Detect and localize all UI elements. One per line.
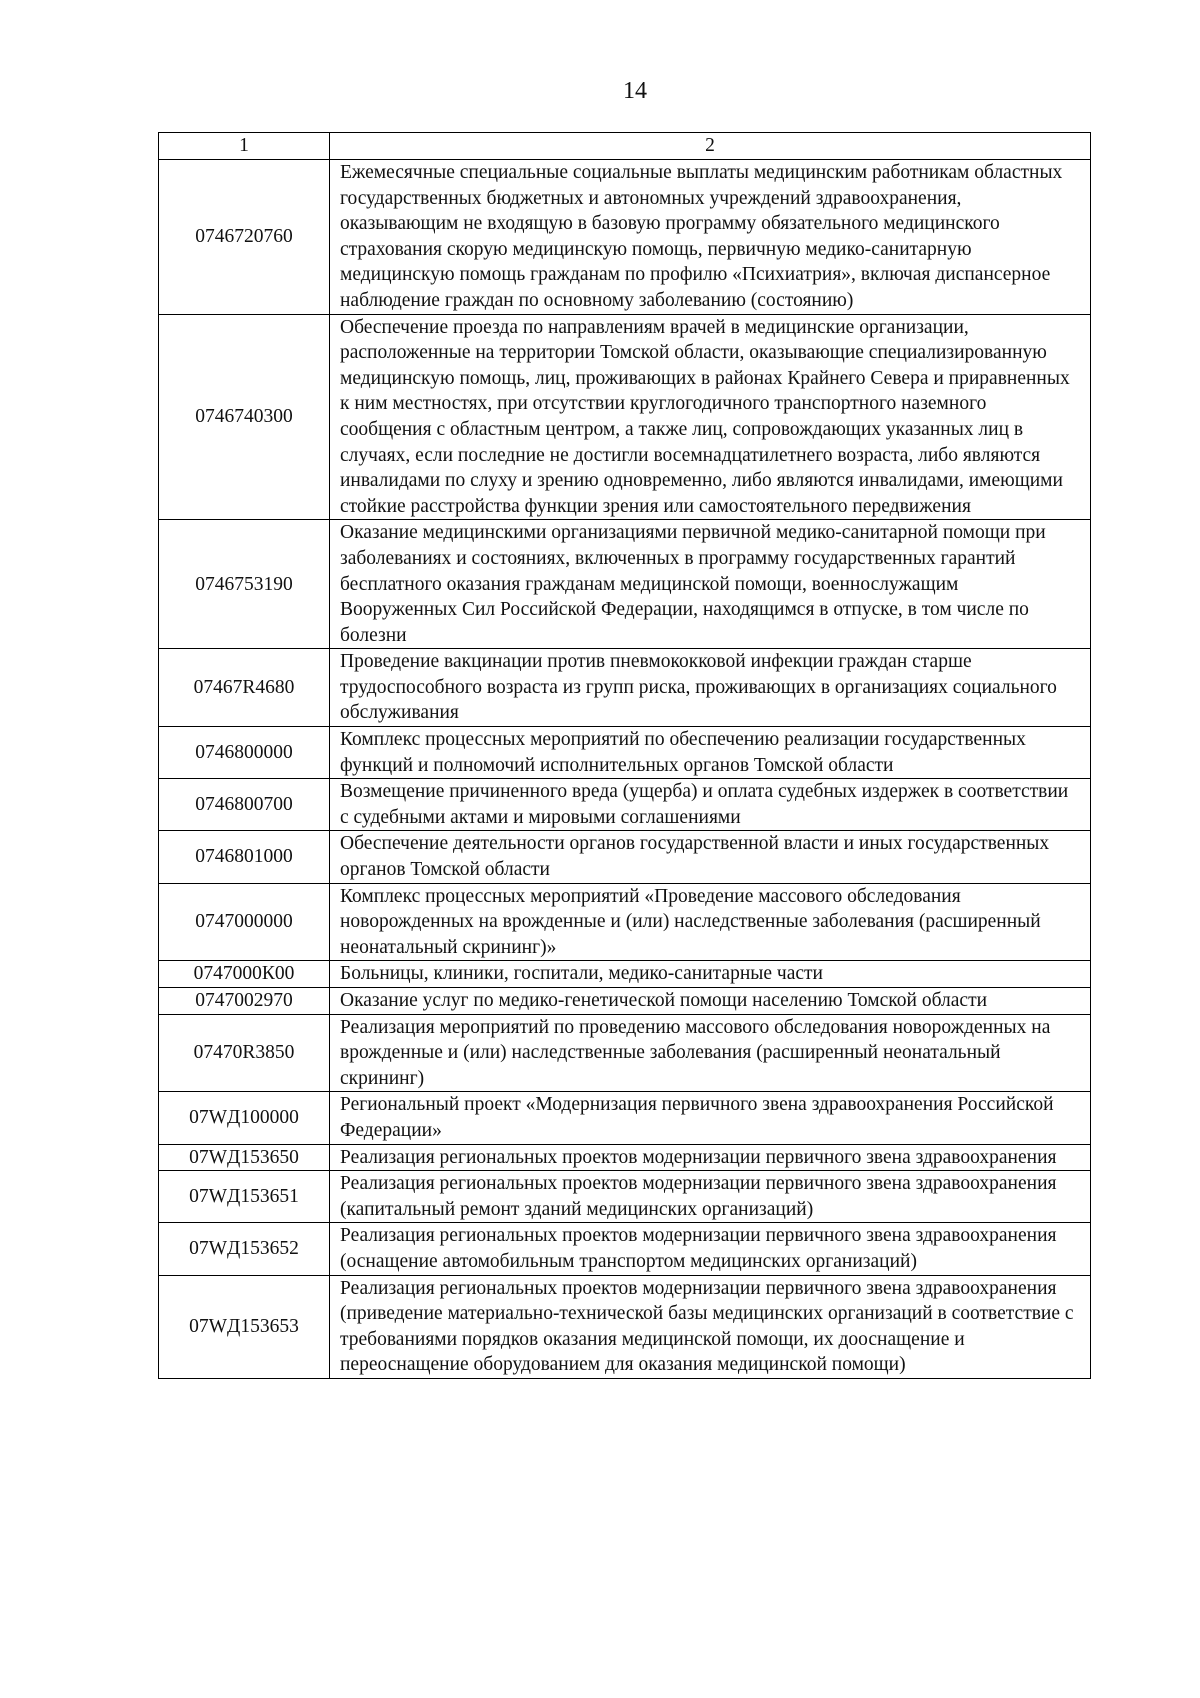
budget-code-cell: 0746801000 xyxy=(159,831,330,883)
description-cell: Возмещение причиненного вреда (ущерба) и оплата судебных издержек в соответствии с судебными актами и мировыми соглашениями xyxy=(330,779,1091,831)
budget-code-cell: 0746740300 xyxy=(159,314,330,520)
budget-code-cell: 0747002970 xyxy=(159,988,330,1015)
table-row xyxy=(159,727,1091,779)
description-cell: Обеспечение проезда по направлениям врачей в медицинские организации, расположенные на территории Томской области, оказывающие специализированную медицинскую помощь, лиц, проживающих в районах Крайнего Севера и приравненных к ним местностях, при отсутствии круглогодичного транспортного наземного сообщения с областным центром, а также лиц, сопровождающих указанных лиц в случаях, если последние не достигли восемнадцатилетнего возраста, либо являются инвалидами по слуху и зрению одновременно, либо являются инвалидами, имеющими стойкие расстройства функции зрения или самостоятельного передвижения xyxy=(330,314,1091,520)
table-row xyxy=(159,831,1091,883)
description-cell: Реализация региональных проектов модернизации первичного звена здравоохранения (оснащение автомобильным транспортом медицинских организаций) xyxy=(330,1223,1091,1275)
column-header-1: 1 xyxy=(159,133,330,160)
budget-code-cell: 07470R3850 xyxy=(159,1014,330,1092)
description-cell: Реализация региональных проектов модернизации первичного звена здравоохранения (капитальный ремонт зданий медицинских организаций) xyxy=(330,1171,1091,1223)
table-row xyxy=(159,1223,1091,1275)
table-row xyxy=(159,1144,1091,1171)
description-cell: Реализация региональных проектов модернизации первичного звена здравоохранения (приведение материально-технической базы медицинских организаций в соответствие с требованиями порядков оказания медицинской помощи, их дооснащение и переоснащение оборудованием для оказания медицинской помощи) xyxy=(330,1275,1091,1378)
budget-code-table xyxy=(158,132,1091,1379)
budget-code-cell: 0746800000 xyxy=(159,727,330,779)
description-cell: Больницы, клиники, госпитали, медико-санитарные части xyxy=(330,961,1091,988)
description-cell: Региональный проект «Модернизация первичного звена здравоохранения Российской Федерации» xyxy=(330,1092,1091,1144)
budget-code-cell: 07467R4680 xyxy=(159,649,330,727)
table-row xyxy=(159,649,1091,727)
table-row xyxy=(159,160,1091,315)
budget-code-cell: 0747000000 xyxy=(159,883,330,961)
description-cell: Оказание медицинскими организациями первичной медико-санитарной помощи при заболеваниях и состояниях, включенных в программу государственных гарантий бесплатного оказания гражданам медицинской помощи, военнослужащим Вооруженных Сил Российской Федерации, находящимся в отпуске, в том числе по болезни xyxy=(330,520,1091,649)
column-header-2: 2 xyxy=(330,133,1091,160)
budget-code-cell: 07WД100000 xyxy=(159,1092,330,1144)
budget-code-cell: 07WД153651 xyxy=(159,1171,330,1223)
description-cell: Проведение вакцинации против пневмококковой инфекции граждан старше трудоспособного возраста из групп риска, проживающих в организациях социального обслуживания xyxy=(330,649,1091,727)
table-row xyxy=(159,1014,1091,1092)
description-cell: Оказание услуг по медико-генетической помощи населению Томской области xyxy=(330,988,1091,1015)
description-cell: Ежемесячные специальные социальные выплаты медицинским работникам областных государственных бюджетных и автономных учреждений здравоохранения, оказывающим не входящую в базовую программу обязательного медицинского страхования скорую медицинскую помощь, первичную медико-санитарную медицинскую помощь гражданам по профилю «Психиатрия», включая диспансерное наблюдение граждан по основному заболеванию (состоянию) xyxy=(330,160,1091,315)
table-row xyxy=(159,883,1091,961)
page-number: 14 xyxy=(623,78,647,104)
table-row xyxy=(159,779,1091,831)
table-row xyxy=(159,520,1091,649)
table-row xyxy=(159,1092,1091,1144)
description-cell: Комплекс процессных мероприятий по обеспечению реализации государственных функций и полномочий исполнительных органов Томской области xyxy=(330,727,1091,779)
description-cell: Комплекс процессных мероприятий «Проведение массового обследования новорожденных на врожденные и (или) наследственные заболевания (расширенный неонатальный скрининг)» xyxy=(330,883,1091,961)
table-row xyxy=(159,1275,1091,1378)
table-row xyxy=(159,988,1091,1015)
table-row xyxy=(159,1171,1091,1223)
budget-code-cell: 07WД153652 xyxy=(159,1223,330,1275)
table-row xyxy=(159,314,1091,520)
budget-code-cell: 0747000К00 xyxy=(159,961,330,988)
budget-code-cell: 0746720760 xyxy=(159,160,330,315)
description-cell: Обеспечение деятельности органов государственной власти и иных государственных органов Томской области xyxy=(330,831,1091,883)
table-header-row xyxy=(159,133,1091,160)
budget-code-cell: 0746800700 xyxy=(159,779,330,831)
budget-code-cell: 0746753190 xyxy=(159,520,330,649)
description-cell: Реализация региональных проектов модернизации первичного звена здравоохранения xyxy=(330,1144,1091,1171)
description-cell: Реализация мероприятий по проведению массового обследования новорожденных на врожденные и (или) наследственные заболевания (расширенный неонатальный скрининг) xyxy=(330,1014,1091,1092)
budget-code-cell: 07WД153650 xyxy=(159,1144,330,1171)
table-row xyxy=(159,961,1091,988)
budget-code-cell: 07WД153653 xyxy=(159,1275,330,1378)
